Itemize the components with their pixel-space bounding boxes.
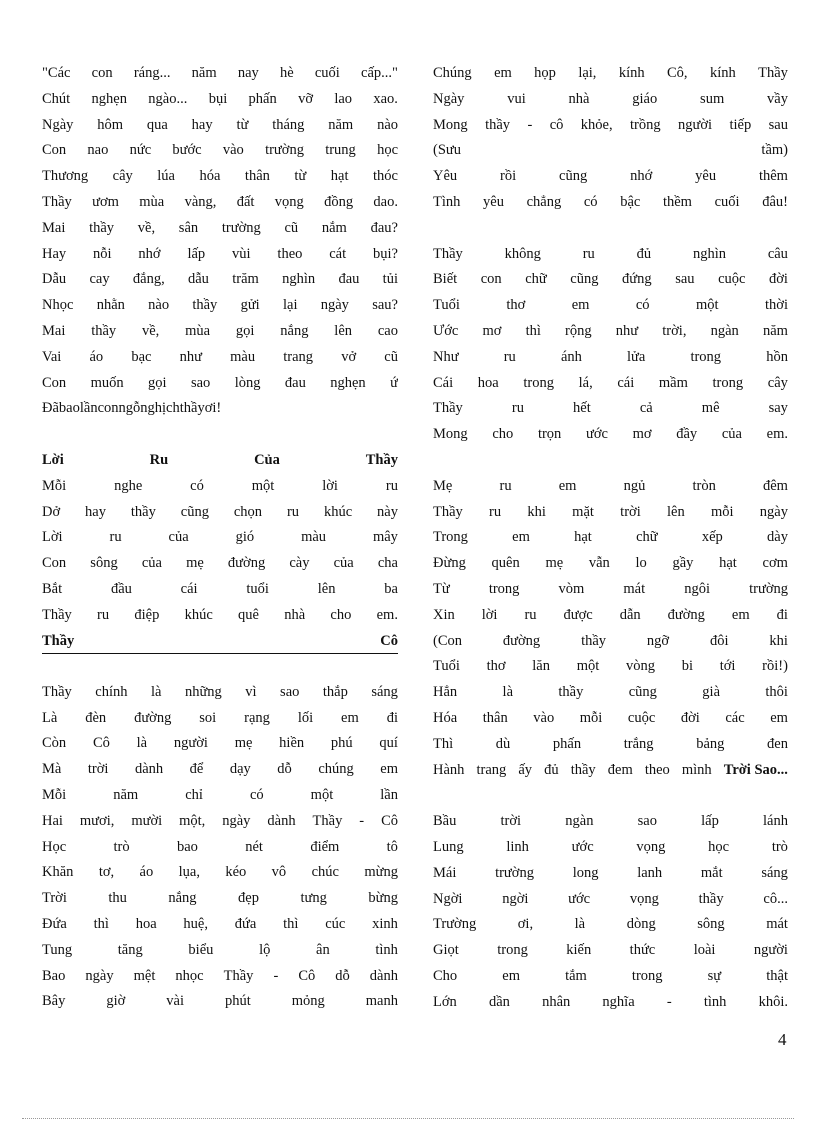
poem-line: Hành trang ấy đủ thầy đem theo mình Trời Sao...	[433, 758, 788, 784]
poem-line: Đứa thì hoa huệ, đứa thì cúc xinh	[42, 916, 398, 932]
poem-line: Lớn dần nhân nghĩa - tình khôi.	[433, 993, 788, 1010]
poem-line: Mẹ ru em ngủ tròn đêm	[433, 477, 788, 494]
poem-line: Ước mơ thì rộng như trời, ngàn năm	[433, 322, 788, 339]
poem-line: Hay nỗi nhớ lấp vùi theo cát bụi?	[42, 245, 398, 262]
stanza-gap	[42, 654, 398, 680]
poem-line: Nhọc nhằn nào thầy gửi lại ngày sau?	[42, 297, 398, 314]
poem-line: Mai thầy về, mùa gọi nắng lên cao	[42, 322, 398, 339]
poem-line: Bây giờ vài phút mỏng manh	[42, 993, 398, 1010]
stanza-gap	[433, 448, 788, 474]
poem-line: Mái trường long lanh mắt sáng	[433, 864, 788, 881]
poem-line: Tung tăng biểu lộ ân tình	[42, 941, 398, 958]
poem-line: Từ trong vòm mát ngôi trường	[433, 580, 788, 597]
left-column	[42, 61, 398, 1015]
poem-line: Như ru ánh lửa trong hồn	[433, 348, 788, 365]
poem-line: Trong em hạt chữ xếp dày	[433, 529, 788, 546]
poem-line: Lời ru của gió màu mây	[42, 529, 398, 546]
poem-line: Tuổi thơ lăn một vòng bi tới rồi!)	[433, 658, 788, 675]
poem-line: Ngày hôm qua hay từ tháng năm nào	[42, 116, 398, 133]
poem-line: Cho em tắm trong sự thật	[433, 967, 788, 984]
poem-line: Khăn tơ, áo lụa, kéo vô chúc mừng	[42, 864, 398, 881]
poem-line: Thầy ru khi mặt trời lên mỗi ngày	[433, 503, 788, 520]
poem-line: Biết con chữ cũng đứng sau cuộc đời	[433, 271, 788, 288]
poem-line: Tuổi thơ em có một thời	[433, 297, 788, 314]
poem-line: Tình yêu chẳng có bậc thềm cuối đâu!	[433, 193, 788, 210]
poem-line: Hẳn là thầy cũng già thôi	[433, 684, 788, 701]
poem-line: Đã bao lần con ngỗ nghịch thầy ơi!	[42, 400, 222, 417]
poem-line: Cái hoa trong lá, cái mầm trong cây	[433, 374, 788, 391]
poem-line: Vai áo bạc như màu trang vở cũ	[42, 348, 398, 365]
poem-line: Dở hay thầy cũng chọn ru khúc này	[42, 503, 398, 520]
poem-line: Lung linh ước vọng học trò	[433, 838, 788, 855]
poem-line: "Các con ráng... năm nay hè cuối cấp..."	[42, 65, 398, 81]
poem-line: Đừng quên mẹ vẫn lo gầy hạt cơm	[433, 555, 788, 572]
poem-line: (Sưu tầm)	[433, 142, 788, 159]
poem-line: Chúng em họp lại, kính Cô, kính Thầy	[433, 65, 788, 81]
stanza-gap	[433, 216, 788, 242]
poem-line: Mỗi năm chỉ có một lần	[42, 787, 398, 804]
poem-line: Thầy ru điệp khúc quê nhà cho em.	[42, 606, 398, 623]
poem-line: Dẫu cay đắng, dẫu trăm nghìn đau tủi	[42, 271, 398, 288]
poem-line: Thương cây lúa hóa thân từ hạt thóc	[42, 168, 398, 185]
poem-line: Bao ngày mệt nhọc Thầy - Cô dỗ dành	[42, 967, 398, 984]
poem-line: Xin lời ru được dẫn đường em đi	[433, 606, 788, 623]
poem-line: Học trò bao nét điểm tô	[42, 838, 398, 855]
poem-line: Còn Cô là người mẹ hiền phú quí	[42, 735, 398, 752]
poem-line: Yêu rồi cũng nhớ yêu thêm	[433, 168, 788, 185]
poem-line: Bắt đầu cái tuổi lên ba	[42, 580, 398, 597]
poem-line: Con nao nức bước vào trường trung học	[42, 142, 398, 159]
stanza-gap	[433, 783, 788, 809]
poem-line: Con sông của mẹ đường cày của cha	[42, 555, 398, 572]
poem-line: Trời thu nắng đẹp tưng bừng	[42, 890, 398, 907]
poem-line: Con muốn gọi sao lòng đau nghẹn ứ	[42, 374, 398, 391]
poem-line: Thầy ru hết cả mê say	[433, 400, 788, 417]
stanza-gap	[42, 422, 398, 448]
poem-line: Ngày vui nhà giáo sum vầy	[433, 90, 788, 107]
poem-line: Mỗi nghe có một lời ru	[42, 477, 398, 494]
poem-line: Thầy không ru đủ nghìn câu	[433, 245, 788, 262]
poem-line: Mà trời dành để dạy dỗ chúng em	[42, 761, 398, 778]
poem-line: Chút nghẹn ngào... bụi phấn vỡ lao xao.	[42, 90, 398, 107]
poem-line: Thầy ươm mùa vàng, đất vọng đồng dao.	[42, 193, 398, 210]
poem-line: Mai thầy về, sân trường cũ nắm đau?	[42, 219, 398, 236]
poem-line: Mong thầy - cô khỏe, trồng người tiếp sau	[433, 116, 788, 133]
poem-line: (Con đường thầy ngỡ đôi khi	[433, 632, 788, 649]
right-column	[433, 61, 788, 1015]
poem-line: Thầy chính là những vì sao thắp sáng	[42, 683, 398, 700]
poem-title: Thầy Cô	[42, 629, 398, 655]
poem-line: Hóa thân vào mỗi cuộc đời các em	[433, 709, 788, 726]
footer-divider	[22, 1118, 794, 1119]
poem-line: Bầu trời ngàn sao lấp lánh	[433, 813, 788, 830]
poem-line: Trường ơi, là dòng sông mát	[433, 916, 788, 933]
poem-line: Mong cho trọn ước mơ đầy của em.	[433, 426, 788, 443]
poem-line: Là đèn đường soi rạng lối em đi	[42, 709, 398, 726]
page-number: 4	[778, 1030, 787, 1049]
poem-line: Ngời ngời ước vọng thầy cô...	[433, 890, 788, 907]
poem-line: Hai mươi, mười một, ngày dành Thầy - Cô	[42, 812, 398, 829]
section-title: Trời Sao...	[723, 761, 788, 778]
poem-line: Giọt trong kiến thức loài người	[433, 942, 788, 959]
poem-title: Lời Ru Của Thầy	[42, 451, 398, 468]
poem-line: Thì dù phấn trắng bảng đen	[433, 735, 788, 752]
